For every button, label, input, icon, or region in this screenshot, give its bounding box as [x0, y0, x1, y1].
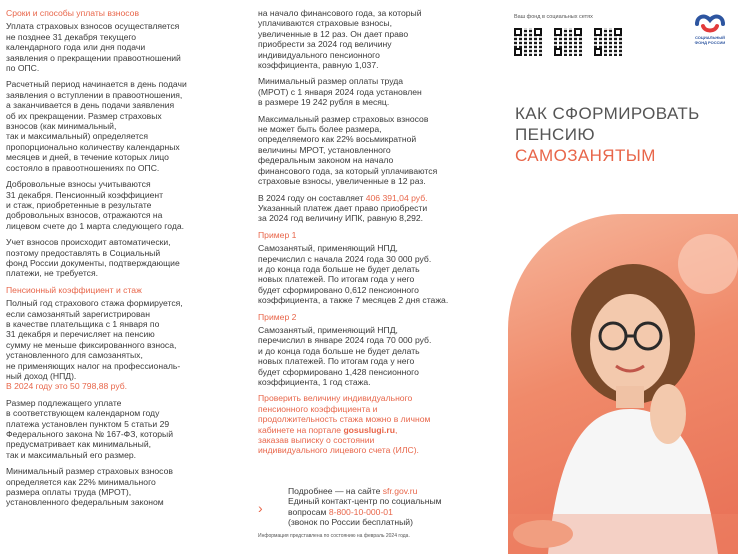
- paragraph: на начало финансового года, за который уплачиваются страховые взносы, увеличенные в 12 раз. Он дает право приобрести за 2024 год величину индивидуального пенсионного коэффициента, равную 1,037.: [258, 8, 422, 71]
- woman-portrait-image: [508, 214, 738, 554]
- phone-link[interactable]: 8-800-10-000-01: [328, 506, 393, 517]
- sfr-logo-icon: [693, 12, 727, 36]
- qr-codes: [514, 28, 622, 56]
- paragraph: Максимальный размер страховых взносов не может быть более размера, определяемого как 22% восьмикратной величины МРОТ, установленного федеральным законом на начало финансового года, за который уплачиваются страховые взносы, увеличенные в 12 раз.: [258, 113, 438, 187]
- paragraph: Полный год страхового стажа формируется, если самозанятый зарегистрирован в качестве плательщика с 1 января по 31 декабря и перечисляет на пенсию сумму не меньше фиксированного взноса, установленного для самозанятых, не применяющих налог на профессиональ- ный доход (НПД).: [6, 298, 183, 381]
- title-line: ПЕНСИЮ: [515, 125, 595, 144]
- paragraph: Размер подлежащего уплате в соответствующем календарном году платежа установлен пунктом 5 статьи 29 Федерального закона № 167-ФЗ, который предусматривает как минимальный, так и максимальный его размер.: [6, 397, 174, 460]
- logo-text: ФОНД РОССИИ: [694, 39, 726, 45]
- title-line: КАК СФОРМИРОВАТЬ: [515, 104, 700, 123]
- example-heading: Пример 2: [258, 311, 297, 322]
- sfr-logo: [690, 12, 730, 45]
- example-text: Самозанятый, применяющий НПД, перечислил с начала 2024 года 30 000 руб. и до конца года больше не будет делать новых платежей. По итогам года у него будет сформировано 0,612 пенсионного коэффициента, а также 7 месяцев 2 дня стажа.: [258, 243, 449, 306]
- cover-photo: [508, 214, 738, 554]
- contact-block: [258, 486, 494, 528]
- example-heading: Пример 1: [258, 229, 297, 240]
- paragraph: Минимальный размер оплаты труда (МРОТ) с 1 января 2024 года установлен в размере 19 242 рубля в месяц.: [258, 76, 422, 108]
- paragraph: Добровольные взносы учитываются 31 декабря. Пенсионный коэффициент и стаж, приобретенные в результате добровольных взносов, отражаются на лицевом счете до 1 марта следующего года.: [6, 179, 185, 231]
- text: Проверить величину индивидуального пенсионного коэффициента и продолжительность стажа можно в личном кабинете на портале: [258, 393, 431, 435]
- paragraph: [258, 193, 490, 224]
- qr-code-icon[interactable]: [514, 28, 542, 56]
- paragraph: Расчетный период начинается в день подачи заявления о вступлении в правоотношения, а заканчивается в день подачи заявления об их прекращении. Размер страховых взносов (как минимальный, так и максимальный) определяется пропорционально количеству календарных месяцев и дней, в течение которых лицо состояло в правоотношениях по ОПС.: [6, 79, 187, 173]
- text: В 2024 году он составляет: [258, 192, 366, 203]
- title-line-accent: САМОЗАНЯТЫМ: [515, 146, 656, 165]
- section-heading-payment-terms: Сроки и способы уплаты взносов: [6, 8, 140, 18]
- logo-text: СОЦИАЛЬНЫЙ: [695, 35, 725, 40]
- brochure-title: [515, 103, 700, 166]
- example-text: Самозанятый, применяющий НПД, перечислил в январе 2024 года 70 000 руб. и до конца года больше не будет делать новых платежей. По итогам года у него будет сформировано 1,428 пенсионного коэффициента, 1 год стажа.: [258, 324, 432, 387]
- highlight-amount: В 2024 году это 50 798,88 руб.: [6, 381, 128, 392]
- section-heading-coefficient: Пенсионный коэффициент и стаж: [6, 284, 142, 295]
- footnote: Информация представлена по состоянию на февраль 2024 года.: [258, 533, 410, 539]
- contact-text: [288, 486, 494, 528]
- text: (звонок по России бесплатный): [288, 517, 413, 528]
- text: Единый контакт-центр по социальным вопросам: [288, 496, 442, 517]
- paragraph: Уплата страховых взносов осуществляется не позднее 31 декабря текущего календарного года или дня подачи заявления о прекращении правоотношений по ОПС.: [6, 21, 181, 74]
- column-left: [0, 0, 248, 554]
- social-label: Ваш фонд в социальных сетях: [514, 14, 593, 20]
- paragraph: Учет взносов происходит автоматически, поэтому предоставлять в Социальный фонд России документы, подтверждающие платежи, не требуется.: [6, 237, 180, 279]
- check-instructions: [258, 393, 490, 455]
- chevron-right-icon: ›: [258, 500, 263, 516]
- column-middle: [252, 0, 494, 554]
- text: Подробнее — на сайте: [288, 486, 383, 496]
- text: Указанный платеж дает право приобрести за 2024 год величину ИПК, равную 8,292.: [258, 202, 428, 224]
- gosuslugi-link[interactable]: gosuslugi.ru: [343, 424, 395, 435]
- highlight-amount: 406 391,04 руб.: [365, 192, 428, 203]
- text: , заказав выписку о состоянии индивидуального лицевого счета (ИЛС).: [258, 424, 419, 456]
- site-link[interactable]: sfr.gov.ru: [382, 486, 418, 496]
- qr-code-icon[interactable]: [554, 28, 582, 56]
- qr-code-icon[interactable]: [594, 28, 622, 56]
- paragraph: Минимальный размер страховых взносов определяется как 22% минимального размера оплаты труда (МРОТ), установленного федеральным законом: [6, 466, 173, 508]
